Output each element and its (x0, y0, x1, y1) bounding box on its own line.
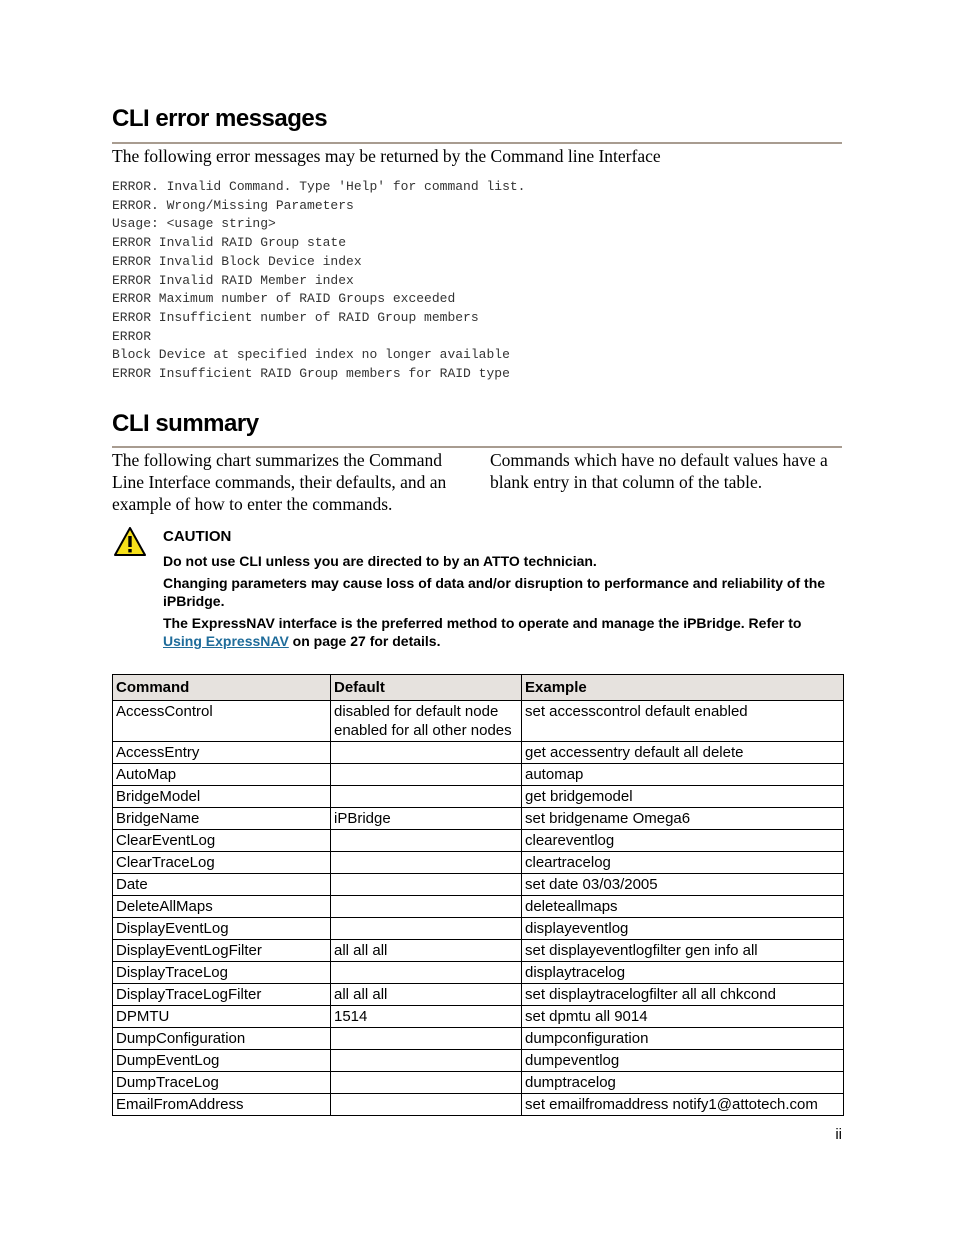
cell-example: dumpconfiguration (522, 1028, 844, 1050)
cell-default (331, 764, 522, 786)
cell-default: iPBridge (331, 808, 522, 830)
cell-command: EmailFromAddress (113, 1094, 331, 1116)
table-row (113, 874, 844, 896)
caution-line-3 (163, 614, 843, 650)
table-row (113, 896, 844, 918)
cell-default (331, 830, 522, 852)
cell-default (331, 852, 522, 874)
table-row (113, 764, 844, 786)
error-message-list (112, 178, 525, 384)
cell-example: set accesscontrol default enabled (522, 701, 844, 742)
cell-example: set date 03/03/2005 (522, 874, 844, 896)
cell-example: get accessentry default all delete (522, 742, 844, 764)
header-command: Command (113, 675, 331, 701)
cell-example: automap (522, 764, 844, 786)
cell-default (331, 1094, 522, 1116)
summary-left-column: The following chart summarizes the Command Line Interface commands, their defaults, and an example of how to enter the commands. (112, 450, 447, 514)
caution-line-2: Changing parameters may cause loss of data and/or disruption to performance and reliability of the iPBridge. (163, 575, 826, 609)
cell-example: cleartracelog (522, 852, 844, 874)
cell-default (331, 1050, 522, 1072)
cell-example: cleareventlog (522, 830, 844, 852)
header-example: Example (522, 675, 844, 701)
cell-command: BridgeName (113, 808, 331, 830)
caution-line-3-post: on page 27 for details. (288, 633, 441, 649)
table-row (113, 1050, 844, 1072)
table-row (113, 962, 844, 984)
section-title-error-messages: CLI error messages (112, 105, 328, 132)
cell-command: DumpTraceLog (113, 1072, 331, 1094)
caution-title: CAUTION (163, 528, 232, 545)
cell-command: DisplayEventLogFilter (113, 940, 331, 962)
error-message-line: ERROR Invalid RAID Group state (112, 235, 347, 251)
cell-example: displaytracelog (522, 962, 844, 984)
cell-command: DumpConfiguration (113, 1028, 331, 1050)
cell-default (331, 786, 522, 808)
cell-default (331, 962, 522, 984)
warning-triangle-icon (114, 527, 146, 556)
table-row (113, 852, 844, 874)
error-message-line: ERROR Maximum number of RAID Groups exceeded (112, 291, 456, 307)
caution-line-3-pre: The ExpressNAV interface is the preferred method to operate and manage the iPBridge. Refer to (163, 615, 802, 631)
table-row (113, 742, 844, 764)
summary-right-column: Commands which have no default values have a blank entry in that column of the table. (490, 450, 828, 492)
error-message-line: ERROR Insufficient number of RAID Group members (112, 309, 479, 325)
cell-example: set displayeventlogfilter gen info all (522, 940, 844, 962)
section-divider (112, 142, 842, 144)
table-row (113, 984, 844, 1006)
cell-example: deleteallmaps (522, 896, 844, 918)
cell-example: dumptracelog (522, 1072, 844, 1094)
cell-command: ClearEventLog (113, 830, 331, 852)
error-message-line: ERROR Insufficient RAID Group members for RAID type (112, 366, 510, 382)
table-header-row (113, 675, 844, 701)
cell-default (331, 1028, 522, 1050)
cell-example: set emailfromaddress notify1@attotech.com (522, 1094, 844, 1116)
error-message-line: ERROR (112, 328, 152, 344)
cell-command: DPMTU (113, 1006, 331, 1028)
cell-command: ClearTraceLog (113, 852, 331, 874)
cell-command: DisplayTraceLogFilter (113, 984, 331, 1006)
cell-default (331, 874, 522, 896)
section-divider (112, 446, 842, 448)
error-message-line: ERROR. Wrong/Missing Parameters (112, 197, 354, 213)
cell-default: 1514 (331, 1006, 522, 1028)
cli-summary-table (112, 674, 844, 1116)
cell-command: Date (113, 874, 331, 896)
cell-default: all all all (331, 940, 522, 962)
table-row (113, 1028, 844, 1050)
cell-example: get bridgemodel (522, 786, 844, 808)
cell-command: DumpEventLog (113, 1050, 331, 1072)
cell-example: displayeventlog (522, 918, 844, 940)
using-expressnav-link[interactable]: Using ExpressNAV (163, 633, 289, 649)
cell-command: AccessControl (113, 701, 331, 742)
error-message-line: ERROR. Invalid Command. Type 'Help' for command list. (112, 179, 526, 194)
table-row (113, 830, 844, 852)
cell-example: set displaytracelogfilter all all chkcond (522, 984, 844, 1006)
cell-example: set dpmtu all 9014 (522, 1006, 844, 1028)
cell-command: DisplayEventLog (113, 918, 331, 940)
caution-notice (163, 528, 843, 654)
cell-default (331, 1072, 522, 1094)
error-messages-intro: The following error messages may be returned by the Command line Interface (112, 146, 661, 166)
table-row (113, 940, 844, 962)
error-message-line: ERROR Invalid RAID Member index (112, 272, 354, 288)
cell-command: AccessEntry (113, 742, 331, 764)
cell-default (331, 742, 522, 764)
page-number: ii (835, 1126, 842, 1143)
cell-example: set bridgename Omega6 (522, 808, 844, 830)
table-row (113, 918, 844, 940)
table-row (113, 1072, 844, 1094)
section-title-cli-summary: CLI summary (112, 410, 259, 437)
table-row (113, 1006, 844, 1028)
cell-default: all all all (331, 984, 522, 1006)
table-row (113, 786, 844, 808)
table-row (113, 808, 844, 830)
cell-command: DeleteAllMaps (113, 896, 331, 918)
caution-line-1: Do not use CLI unless you are directed to by an ATTO technician. (163, 553, 597, 569)
table-row (113, 701, 844, 742)
cell-default: disabled for default node enabled for all other nodes (331, 701, 522, 742)
error-message-line: Block Device at specified index no longer available (112, 347, 510, 363)
error-message-line: ERROR Invalid Block Device index (112, 253, 362, 269)
cell-default (331, 896, 522, 918)
cell-example: dumpeventlog (522, 1050, 844, 1072)
cell-command: DisplayTraceLog (113, 962, 331, 984)
table-row (113, 1094, 844, 1116)
cell-command: BridgeModel (113, 786, 331, 808)
cell-command: AutoMap (113, 764, 331, 786)
error-message-line: Usage: <usage string> (112, 216, 276, 232)
header-default: Default (331, 675, 522, 701)
cell-default (331, 918, 522, 940)
